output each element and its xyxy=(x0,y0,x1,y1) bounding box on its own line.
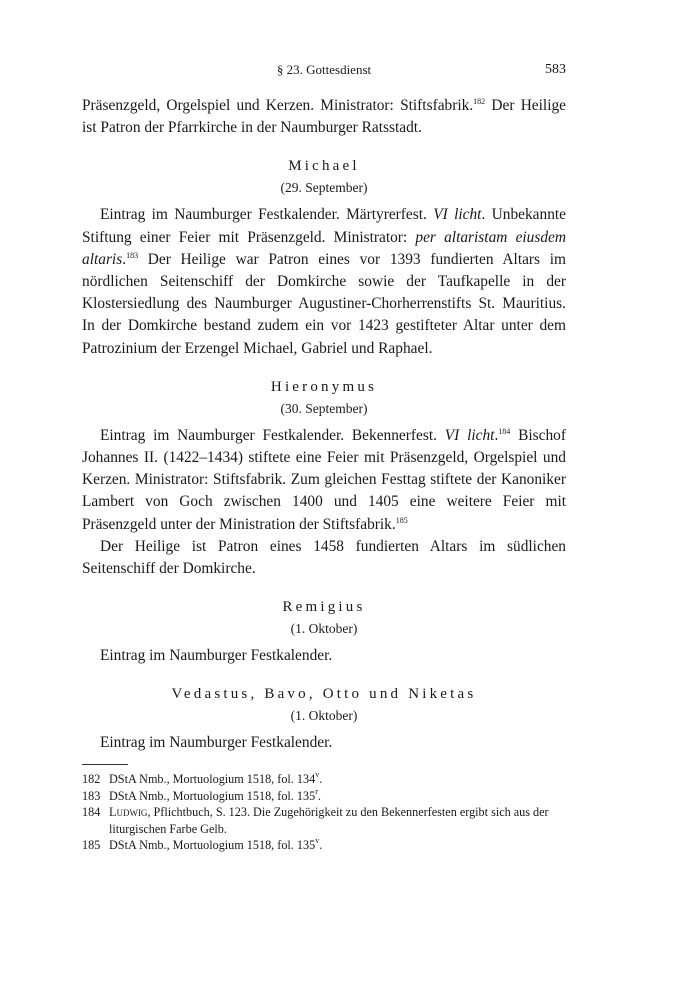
footnote-ref-182[interactable]: 182 xyxy=(473,97,486,106)
paragraph-hieronymus: Eintrag im Naumburger Festkalender. Bekennerfest. VI licht.$^{184}$ Bischof Johannes II. (1422–1434) stiftete eine Feier mit Präsenzgeld, Orgelspiel und Kerzen. Ministrator: Stiftsfabrik. Zum gleichen Festtag stiftete der Kanoniker Lambert von Goch zwischen 1400 und 1405 eine weitere Feier mit Präsenzgeld unter der Ministration der Stiftsfabrik.$^{185}$ xyxy=(82,426,566,533)
footnote-183: 183 DStA Nmb., Mortuologium 1518, fol. 135$^r$. xyxy=(82,786,321,803)
section-heading-michael: Michael xyxy=(288,158,360,175)
author-name: Ludwig xyxy=(109,805,148,819)
footnote-ref-185[interactable]: 185 xyxy=(395,515,408,525)
main-text xyxy=(82,95,566,755)
intro-paragraph: Präsenzgeld, Orgelspiel und Kerzen. Ministrator: Stiftsfabrik.$^{182}$ Der Heilige ist Patron der Pfarrkirche in der Naumburger Ratsstadt. xyxy=(82,97,566,137)
footnote-ref-183[interactable]: 183 xyxy=(126,250,139,260)
footnote-185: 185 DStA Nmb., Mortuologium 1518, fol. 135$^v$. xyxy=(82,836,323,852)
footnote-ref-184[interactable]: 184 xyxy=(498,426,511,436)
running-title: § 23. Gottesdienst xyxy=(276,62,372,77)
page-number: 583 xyxy=(545,62,566,77)
running-header xyxy=(82,62,566,82)
section-heading-hieronymus: Hieronymus xyxy=(270,378,378,395)
paragraph-vedastus: Eintrag im Naumburger Festkalender. xyxy=(100,734,333,752)
footnotes xyxy=(82,764,566,854)
footnote-divider xyxy=(82,764,128,765)
footnote-182: 182 DStA Nmb., Mortuologium 1518, fol. 134$^v$. xyxy=(82,770,323,786)
feast-date-michael: (29. September) xyxy=(280,180,368,196)
feast-date-vedastus: (1. Oktober) xyxy=(290,708,358,724)
section-heading-vedastus: Vedastus, Bavo, Otto und Niketas xyxy=(171,686,477,703)
feast-date-hieronymus: (30. September) xyxy=(280,400,368,416)
feast-date-remigius: (1. Oktober) xyxy=(290,621,358,637)
paragraph-hieronymus-2: Der Heilige ist Patron eines 1458 fundierten Altars im südlichen Seitenschiff der Domkirche. xyxy=(82,537,566,578)
paragraph-michael: Eintrag im Naumburger Festkalender. Märtyrerfest. VI licht. Unbekannte Stiftung einer Feier mit Präsenzgeld. Ministrator: per altaristam eiusdem altaris.$^{183}$ Der Heilige war Patron eines vor 1393 fundierten Altars im nördlichen Seitenschiff der Domkirche sowie der Taufkapelle in der Klostersiedlung des Naumburger Augustiner-Chorherrenstifts St. Mauritius. In der Domkirche bestand zudem ein vor 1423 gestifteter Altar unter dem Patrozinium der Erzengel Michael, Gabriel und Raphael. xyxy=(82,206,567,357)
paragraph-remigius: Eintrag im Naumburger Festkalender. xyxy=(100,647,333,665)
section-heading-remigius: Remigius xyxy=(282,599,366,616)
footnote-184: 184 Ludwig, Pflichtbuch, S. 123. Die Zugehörigkeit zu den Bekennerfesten ergibt sich aus der liturgischen Farbe Gelb. xyxy=(82,805,549,836)
